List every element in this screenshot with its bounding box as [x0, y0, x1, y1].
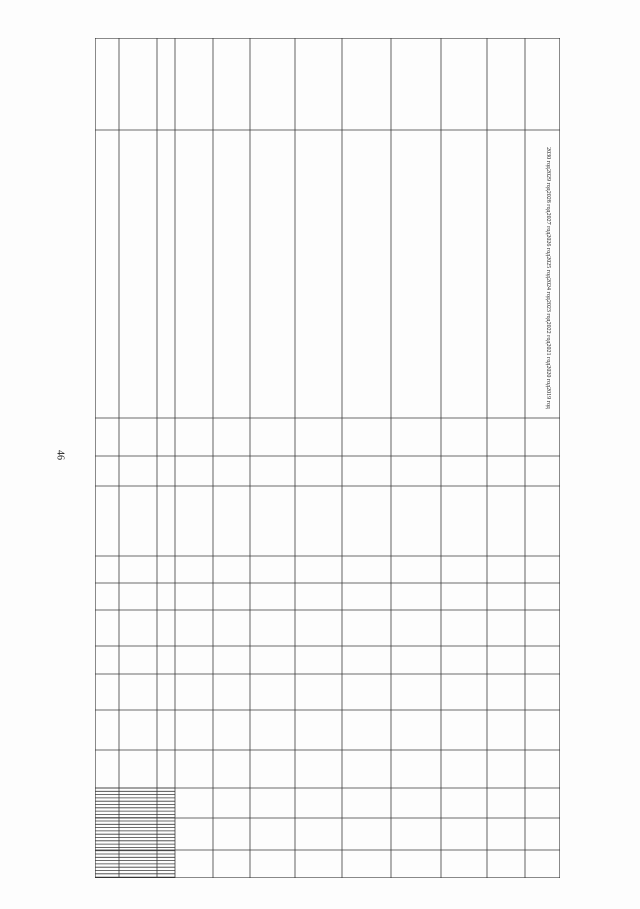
year-header-9: 2028 год: [545, 190, 551, 213]
grid-lines: [95, 38, 560, 878]
year-header-5: 2024 год: [545, 278, 551, 300]
year-header-8: 2027 год: [545, 212, 551, 235]
year-header-4: 2023 год: [545, 299, 551, 322]
year-header-0: 2019 год: [545, 387, 551, 409]
year-header-7: 2026 год: [545, 234, 551, 257]
year-header-1: 2020 год: [545, 365, 551, 388]
year-header-10: 2029 год: [545, 168, 551, 191]
year-header-11: 2030 год: [545, 147, 551, 169]
year-header-3: 2022 год: [545, 321, 551, 344]
year-header-2: 2021 год: [545, 343, 551, 366]
year-labels: [545, 147, 551, 409]
table-grid: [95, 38, 560, 878]
year-header-6: 2025 год: [545, 256, 551, 278]
table-border: [95, 38, 560, 878]
program-table: [95, 38, 560, 878]
page-number: 46: [54, 450, 66, 460]
